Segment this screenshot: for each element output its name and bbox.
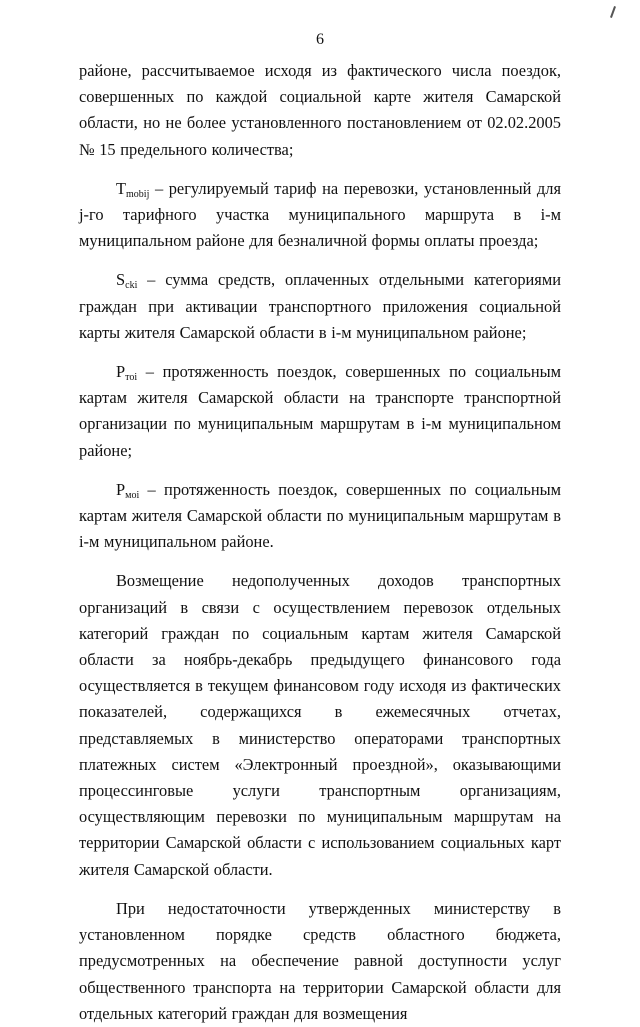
paragraph-municipal-length-definition bbox=[79, 477, 561, 556]
paragraph-tariff-definition bbox=[79, 176, 561, 255]
paragraph-sum-definition bbox=[79, 267, 561, 346]
municipal-length-subscript: мoi bbox=[125, 489, 140, 501]
sum-symbol: S bbox=[116, 270, 126, 290]
transport-length-symbol: P bbox=[116, 362, 126, 382]
sum-subscript: cki bbox=[125, 280, 138, 292]
municipal-length-definition-text: – протяженность поездок, совершенных по социальным картам жителя Самарской области по муниципальным маршрутам в i-м муниципальном районе. bbox=[79, 479, 561, 552]
transport-length-definition-text: – протяженность поездок, совершенных по социальным картам жителя Самарской области на транспорте транспортной организации по муниципальным маршрутам в i-м муниципальном районе; bbox=[79, 362, 561, 460]
corner-scan-mark bbox=[610, 6, 616, 18]
municipal-length-symbol: P bbox=[116, 479, 126, 499]
tariff-symbol: T bbox=[116, 178, 127, 198]
paragraph-transport-length-definition bbox=[79, 359, 561, 464]
sum-definition-text: – сумма средств, оплаченных отдельными категориями граждан при активации транспортного приложения социальной карты жителя Самарской области в i-м муниципальном районе; bbox=[79, 270, 561, 342]
paragraph-compensation: Возмещение недополученных доходов транспортных организаций в связи с осуществлением перевозок отдельных категорий граждан по социальным картам жителя Самарской области за ноябрь-декабрь предыдущего финансового года осуществляется в текущем финансовом году исходя из фактических показателей, содержащихся в ежемесячных отчетах, представляемых в министерство операторами транспортных платежных систем «Электронный проездной», оказывающими процессинговые услуги транспортным организациям, осуществляющим перевозки по муниципальным маршрутам на территории Самарской области с использованием социальных карт жителя Самарской области. bbox=[79, 571, 561, 879]
document-body bbox=[79, 58, 561, 1027]
page-number: 6 bbox=[316, 31, 324, 48]
paragraph-insufficiency: При недостаточности утвержденных министерству в установленном порядке средств областного бюджета, предусмотренных на обеспечение равной доступности услуг общественного транспорта на территории Самарской области для отдельных категорий граждан для возмещения bbox=[79, 898, 561, 1023]
tariff-subscript: mobij bbox=[126, 188, 150, 200]
paragraph-1: районе, рассчитываемое исходя из фактического числа поездок, совершенных по каждой социальной карте жителя Самарской области, но не более установленного постановлением от 02.02.2005 № 15 предельного количества; bbox=[79, 61, 561, 159]
transport-length-subscript: тоi bbox=[125, 372, 138, 384]
tariff-definition-text: – регулируемый тариф на перевозки, установленный для j-го тарифного участка муниципального маршрута в i-м муниципальном районе для безналичной формы оплаты проезда; bbox=[79, 178, 561, 251]
